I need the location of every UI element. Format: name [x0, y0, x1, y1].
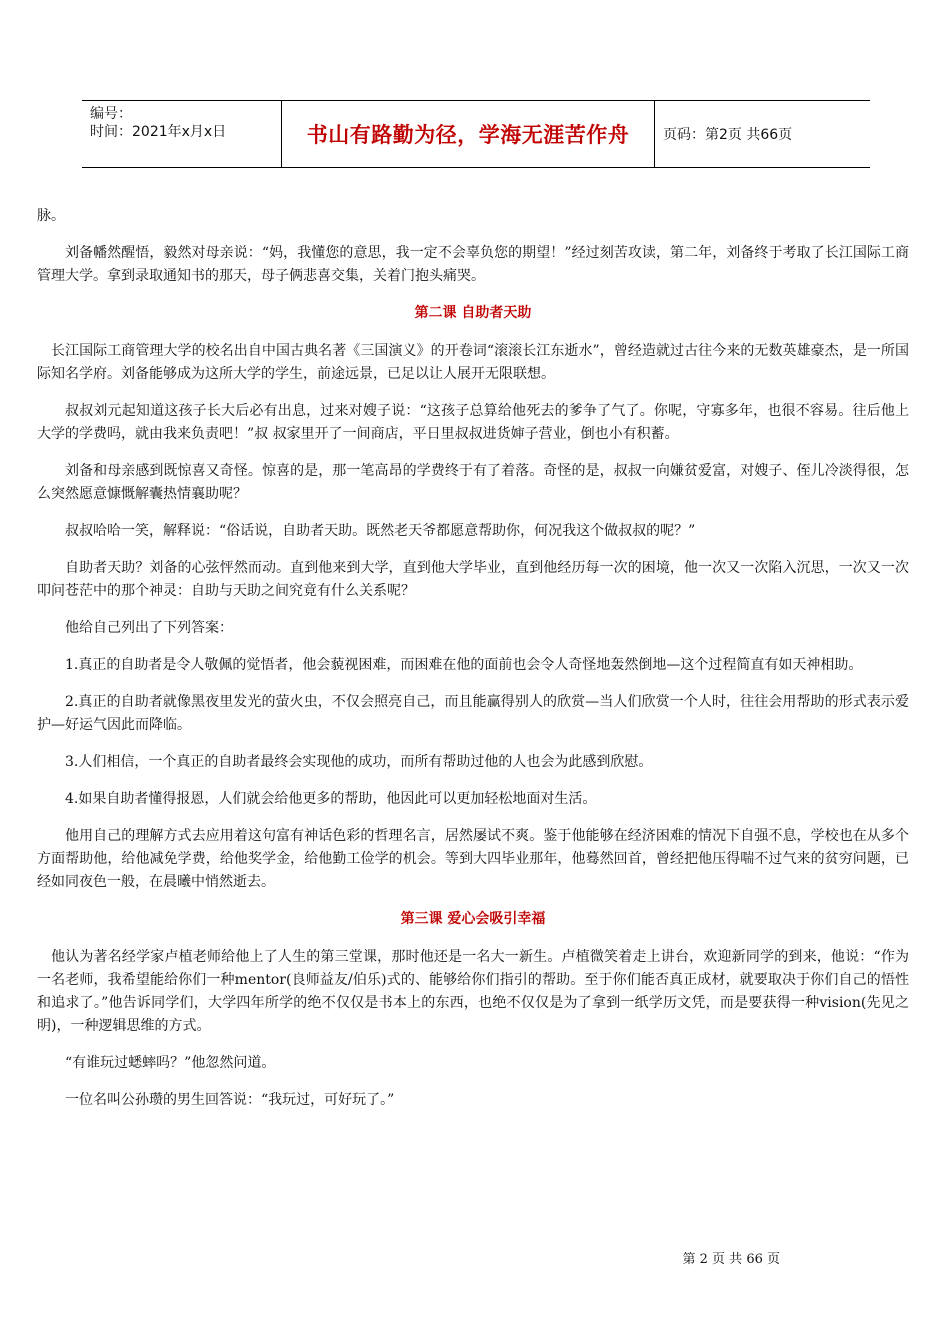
header-page-number: 页码：第2页 共66页 — [663, 127, 793, 143]
body-paragraph: 4.如果自助者懂得报恩，人们就会给他更多的帮助，他因此可以更加轻松地面对生活。 — [65, 791, 597, 807]
document-time-label: 时间：2021年x月x日 — [90, 124, 227, 140]
header-motto: 书山有路勤为径，学海无涯苦作舟 — [306, 123, 630, 147]
body-paragraph: 他给自己列出了下列答案： — [65, 620, 233, 636]
section-heading: 第三课 爱心会吸引幸福 — [400, 911, 546, 927]
body-paragraph: 2.真正的自助者就像黑夜里发光的萤火虫，不仅会照亮自己，而且能赢得别人的欣赏—当人们欣赏一个人时，往往会用帮助的形式表示爱护—好运气因此而降临。 — [37, 694, 909, 733]
header-meta — [82, 101, 282, 167]
body-paragraph: 他用自己的理解方式去应用着这句富有神话色彩的哲理名言，居然屡试不爽。鉴于他能够在经济困难的情况下自强不息，学校也在从多个方面帮助他，给他减免学费，给他奖学金，给他勤工俭学的机会。等到大四毕业那年，他蓦然回首，曾经把他压得喘不过气来的贫穷问题，已经如同夜色一般，在晨曦中悄然逝去。 — [37, 828, 909, 890]
body-paragraph: 脉。 — [37, 208, 65, 224]
document-body — [37, 205, 909, 1126]
header-motto-cell — [282, 101, 655, 167]
body-paragraph: 叔叔刘元起知道这孩子长大后必有出息，过来对嫂子说：“这孩子总算给他死去的爹争了气了。你呢，守寡多年，也很不容易。往后他上大学的学费吗，就由我来负责吧！”叔 叔家里开了一间商店，平日里叔叔进货婶子营业，倒也小有积蓄。 — [37, 403, 909, 442]
body-paragraph: 长江国际工商管理大学的校名出自中国古典名著《三国演义》的开卷词“滚滚长江东逝水”，曾经造就过古往今来的无数英雄豪杰，是一所国际知名学府。刘备能够成为这所大学的学生，前途远景，已足以让人展开无限联想。 — [37, 343, 909, 382]
body-paragraph: 1.真正的自助者是令人敬佩的觉悟者，他会藐视困难，而困难在他的面前也会令人奇怪地轰然倒地—这个过程简直有如天神相助。 — [65, 657, 863, 673]
body-paragraph: 刘备和母亲感到既惊喜又奇怪。惊喜的是，那一笔高昂的学费终于有了着落。奇怪的是，叔叔一向嫌贫爱富，对嫂子、侄儿冷淡得很，怎么突然愿意慷慨解囊热情襄助呢？ — [37, 463, 909, 502]
section-heading: 第二课 自助者天助 — [414, 305, 532, 321]
body-paragraph: “有谁玩过蟋蟀吗？”他忽然问道。 — [65, 1055, 276, 1071]
body-paragraph: 3.人们相信，一个真正的自助者最终会实现他的成功，而所有帮助过他的人也会为此感到欣慰。 — [65, 754, 653, 770]
page-footer: 第 2 页 共 66 页 — [682, 1252, 780, 1267]
body-paragraph: 一位名叫公孙瓒的男生回答说：“我玩过，可好玩了。” — [65, 1092, 395, 1108]
document-number-label: 编号： — [90, 106, 132, 122]
header-page-cell — [655, 101, 870, 167]
page-header — [82, 100, 870, 168]
body-paragraph: 自助者天助？刘备的心弦怦然而动。直到他来到大学，直到他大学毕业，直到他经历每一次的困境，他一次又一次陷入沉思，一次又一次叩问苍茫中的那个神灵：自助与天助之间究竟有什么关系呢？ — [37, 560, 909, 599]
body-paragraph: 叔叔哈哈一笑，解释说：“俗话说，自助者天助。既然老天爷都愿意帮助你，何况我这个做叔叔的呢？” — [65, 523, 696, 539]
body-paragraph: 他认为著名经学家卢植老师给他上了人生的第三堂课，那时他还是一名大一新生。卢植微笑着走上讲台，欢迎新同学的到来，他说：“作为一名老师，我希望能给你们一种mentor(良师益友/伯乐)式的、能够给你们指引的帮助。至于你们能否真正成材，就要取决于你们自己的悟性和追求了。”他告诉同学们，大学四年所学的绝不仅仅是书本上的东西，也绝不仅仅是为了拿到一纸学历文凭，而是要获得一种vision(先见之明)，一种逻辑思维的方式。 — [37, 949, 909, 1034]
body-paragraph: 刘备幡然醒悟，毅然对母亲说：“妈，我懂您的意思，我一定不会辜负您的期望！”经过刻苦攻读，第二年，刘备终于考取了长江国际工商管理大学。拿到录取通知书的那天，母子俩悲喜交集，关着门抱头痛哭。 — [37, 245, 909, 284]
